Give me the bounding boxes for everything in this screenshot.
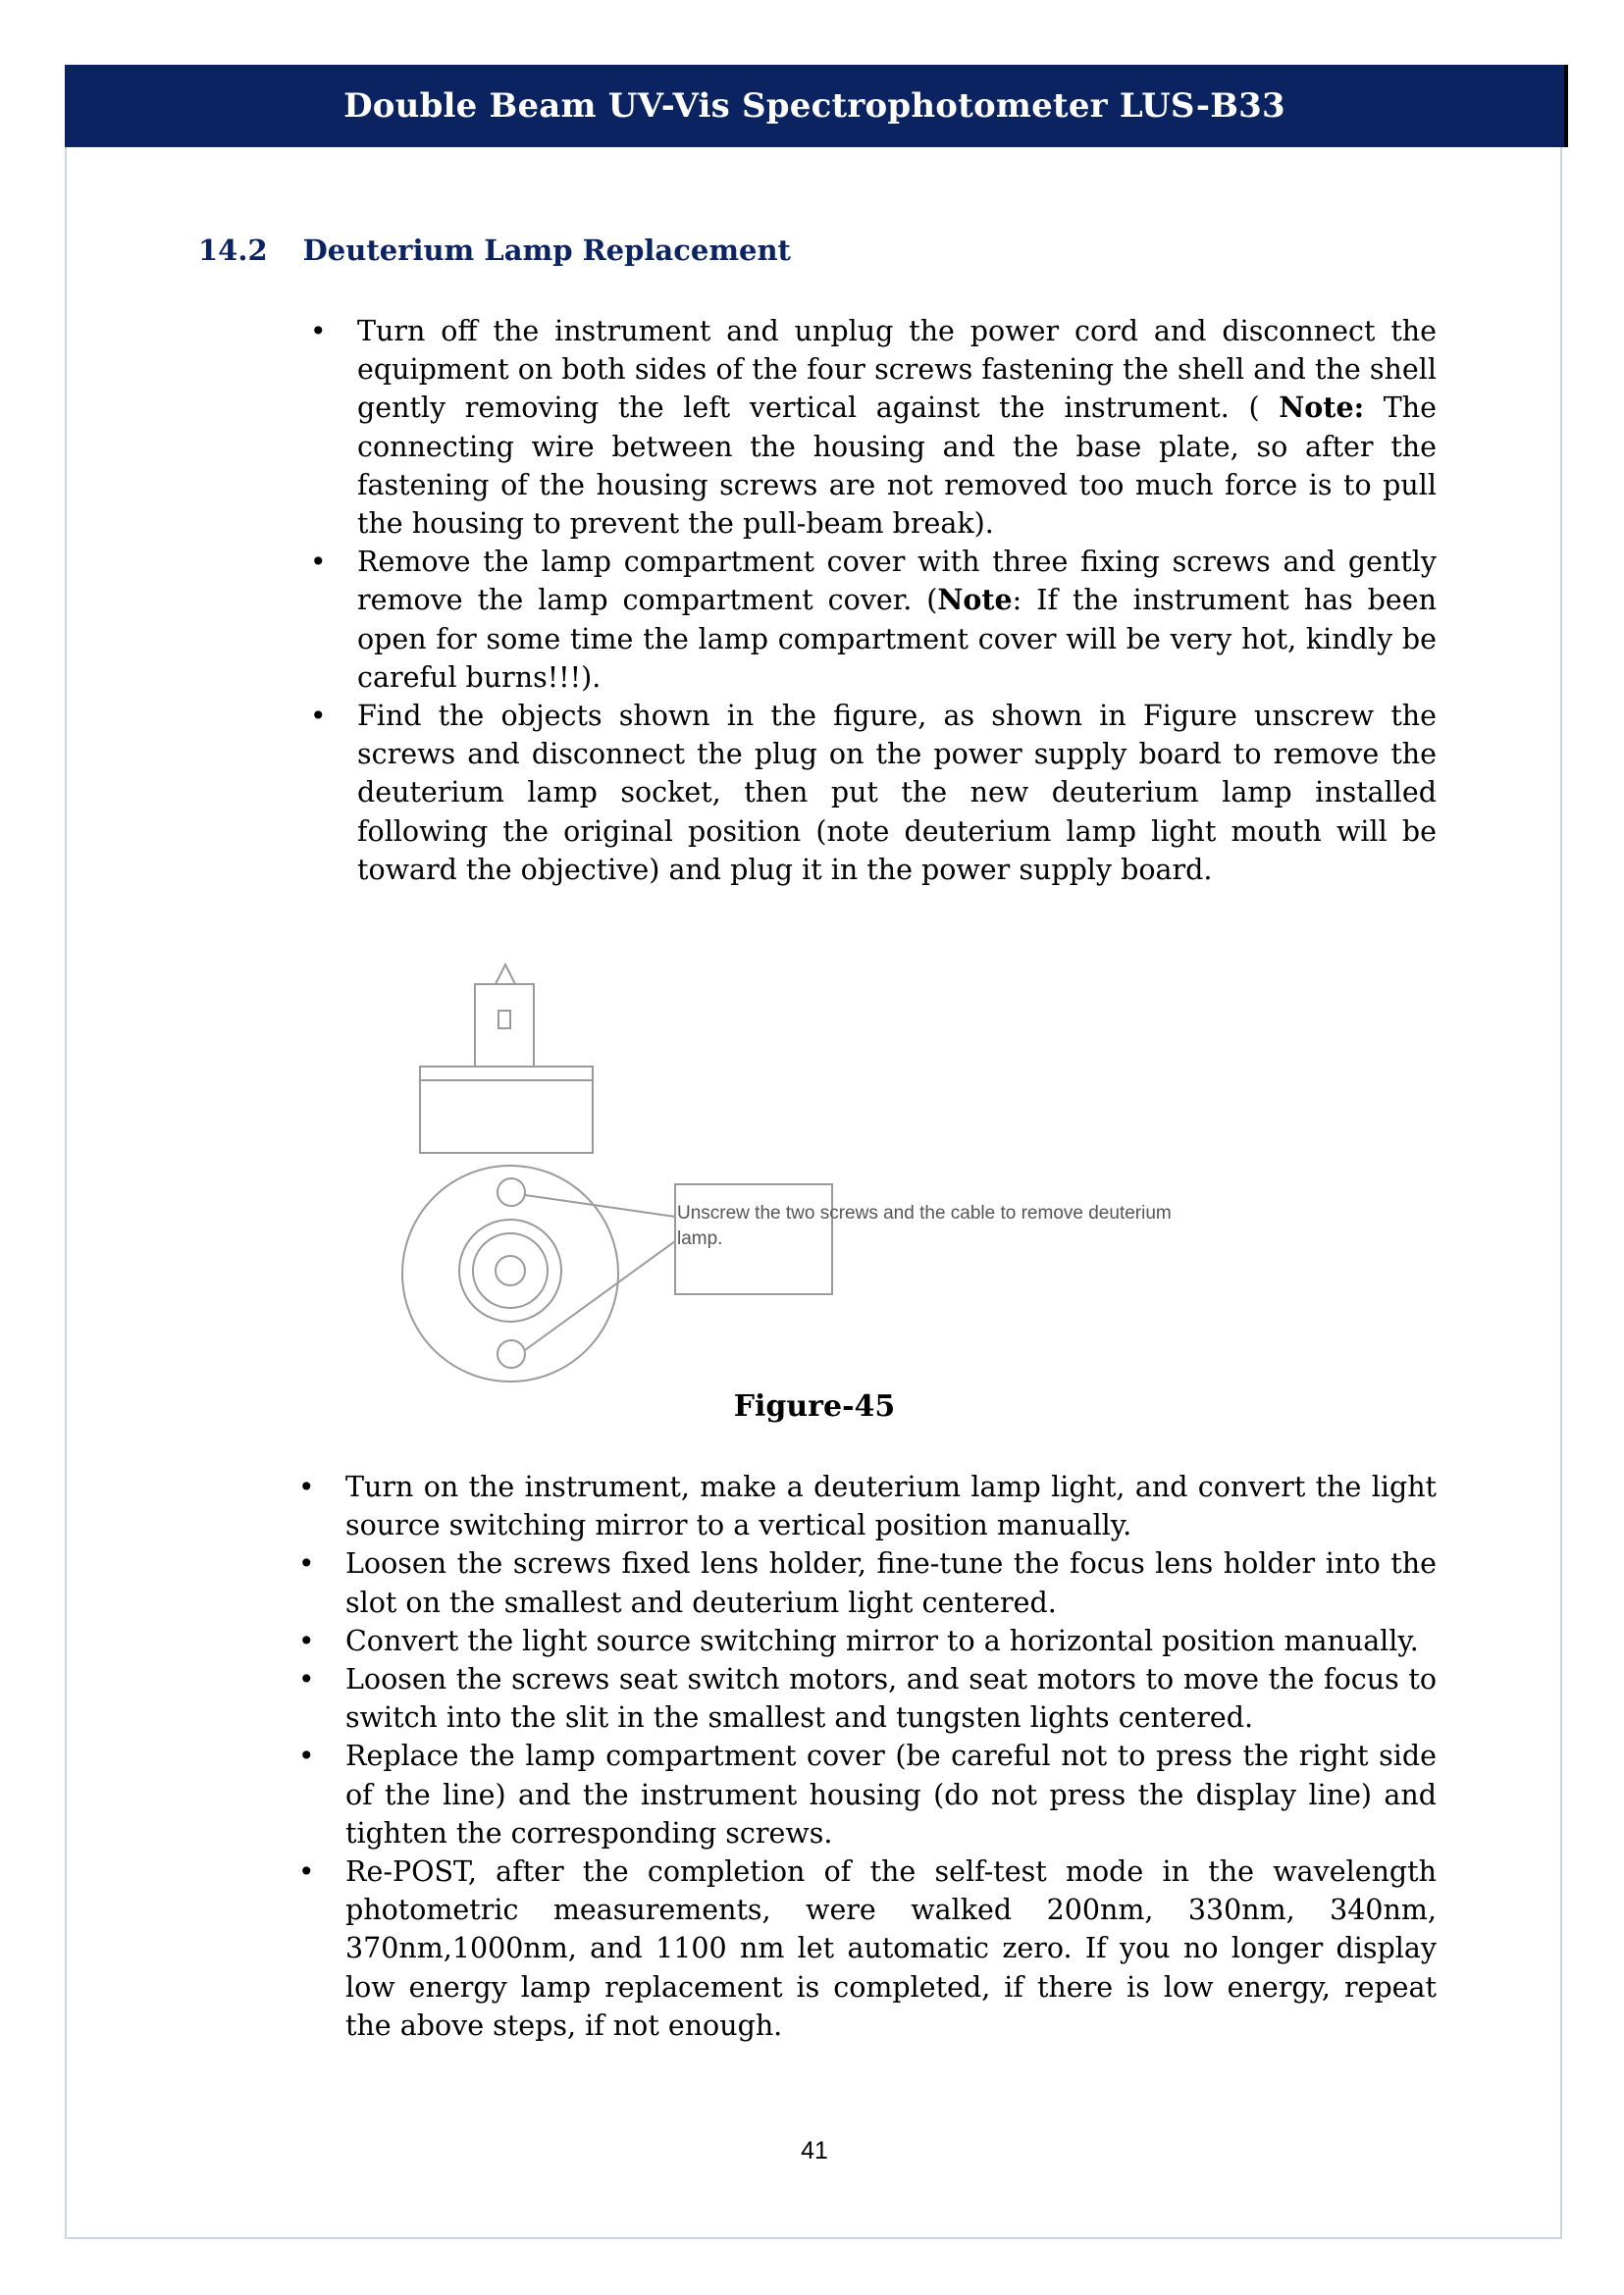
bullet: • <box>298 1855 315 1889</box>
bullet: • <box>298 1663 315 1696</box>
procedure-list-before <box>310 312 1437 889</box>
step-text: Find the objects shown in the figure, as shown in Figure unscrew the screws and disconnect the plug on the power supply board to remove the deuterium lamp socket, then put the new deuterium lamp installed following the original position (note deuterium lamp light mouth will be toward the objective) and plug it in the power supply board. <box>357 700 1437 886</box>
list-item <box>298 1852 1437 2045</box>
step-text: The connecting wire between the housing and the base plate, so after the fastening of the housing screws are not removed too much force is to pull the housing to prevent the pull-beam break). <box>357 391 1437 541</box>
callout-line-2: lamp. <box>677 1228 723 1249</box>
lamp-tip <box>496 965 515 984</box>
callout-line-1: Unscrew the two screws and the cable to remove deuterium <box>677 1203 1172 1224</box>
step-text: : If the instrument has been open for some time the lamp compartment cover will be very hot, kindly be careful burns!!!). <box>357 584 1437 694</box>
step-text: Loosen the screws seat switch motors, and seat motors to move the focus to switch into the slit in the smallest and tungsten lights centered. <box>345 1663 1437 1735</box>
list-item <box>310 543 1437 697</box>
step-text: Turn off the instrument and unplug the power cord and disconnect the equipment on both sides of the four screws fastening the shell and the shell gently removing the left vertical against the instrument. ( <box>357 315 1437 425</box>
document-title: Double Beam UV-Vis Spectrophotometer LUS-B33 <box>343 86 1285 126</box>
section-heading <box>198 234 791 267</box>
list-item <box>310 312 1437 543</box>
procedure-list-after <box>298 1468 1437 2045</box>
bullet: • <box>298 1740 315 1773</box>
figure-caption: Figure-45 <box>733 1389 896 1424</box>
bullet: • <box>310 700 327 733</box>
list-item <box>298 1737 1437 1852</box>
flange-ring-outer <box>459 1220 561 1322</box>
section-title: Deuterium Lamp Replacement <box>302 234 791 267</box>
list-item <box>298 1622 1437 1660</box>
bullet: • <box>310 546 327 579</box>
step-text: Loosen the screws fixed lens holder, fine-tune the focus lens holder into the slot on the smallest and deuterium light centered. <box>345 1547 1437 1619</box>
header-banner <box>65 65 1568 147</box>
lamp-diagram <box>373 957 1256 1398</box>
bullet: • <box>310 315 327 347</box>
bullet: • <box>298 1471 315 1503</box>
section-number: 14.2 <box>198 234 268 267</box>
list-item <box>298 1468 1437 1544</box>
screw-bottom-icon <box>498 1340 525 1368</box>
bullet: • <box>298 1547 315 1581</box>
screw-top-icon <box>498 1178 525 1206</box>
lamp-body <box>475 984 534 1067</box>
bullet: • <box>298 1624 315 1657</box>
note-label: Note: <box>1279 391 1365 425</box>
note-label: Note <box>937 583 1013 617</box>
socket-plate <box>420 1067 593 1080</box>
flange-circle <box>402 1166 618 1382</box>
step-text: Re-POST, after the completion of the self-test mode in the wavelength photometric measurements, were walked 200nm, 330nm, 340nm, 370nm,1000nm, and 1100 nm let automatic zero. If you no longer display low energy lamp replacement is completed, if there is low energy, repeat the above steps, if not enough. <box>345 1855 1437 2042</box>
list-item <box>298 1544 1437 1621</box>
flange-ring-inner <box>473 1233 548 1308</box>
socket-block <box>420 1080 593 1153</box>
step-text: Turn on the instrument, make a deuterium lamp light, and convert the light source switching mirror to a vertical position manually. <box>345 1471 1437 1542</box>
flange-center <box>496 1256 525 1285</box>
step-text: Replace the lamp compartment cover (be careful not to press the right side of the line) and the instrument housing (do not press the display line) and tighten the corresponding screws. <box>345 1740 1437 1850</box>
list-item <box>310 697 1437 889</box>
page-number: 41 <box>801 2137 828 2165</box>
step-text: Remove the lamp compartment cover with three fixing screws and gently remove the lamp compartment cover. ( <box>357 546 1437 617</box>
list-item <box>298 1660 1437 1737</box>
lamp-window <box>498 1011 510 1028</box>
step-text: Convert the light source switching mirror to a horizontal position manually. <box>345 1624 1419 1657</box>
